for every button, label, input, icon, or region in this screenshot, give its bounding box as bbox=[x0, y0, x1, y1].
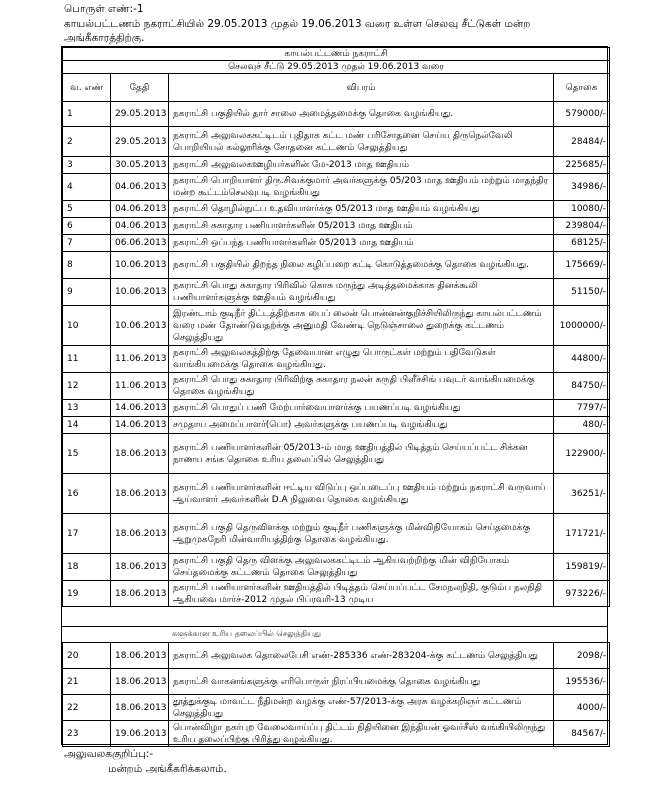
row-sn: 2 bbox=[63, 127, 111, 157]
row-date: 14.06.2013 bbox=[111, 417, 169, 434]
row-date: 10.06.2013 bbox=[111, 306, 169, 346]
row-date: 29.05.2013 bbox=[111, 127, 169, 157]
row-description: சமுதாய அமைப்பாளர்(பொ) அவர்களுக்கு பயணப்படி வழங்கியது bbox=[169, 417, 554, 434]
table-row bbox=[63, 306, 610, 346]
row-amount: 7797/- bbox=[554, 400, 610, 417]
table-title-period: செலவுச் சீட்டு 29.05.2013 முதல் 19.06.2013 வரை bbox=[63, 61, 610, 74]
row-description: தூத்துக்குடி மாவட்ட நீதிமன்ற வழக்கு எண்-57/2013-க்கு அரசு வழக்கறிஞர் கட்டணம் செலுத்தியது bbox=[169, 695, 554, 721]
row-date: 18.06.2013 bbox=[111, 434, 169, 474]
table-row bbox=[63, 400, 610, 417]
table-row bbox=[63, 554, 610, 581]
row-amount: 84750/- bbox=[554, 373, 610, 400]
row-date: 18.06.2013 bbox=[111, 474, 169, 514]
row-sn: 7 bbox=[63, 235, 111, 252]
office-remark-label: அலுவலககுறிப்பு:- bbox=[64, 748, 154, 760]
row-description: நகராட்சி அலுவலக தொலைபேசி எண்-285336 எண்-283204-க்கு கட்டணம் செலுத்தியது bbox=[169, 643, 554, 669]
row-date: 18.06.2013 bbox=[111, 581, 169, 607]
row-sn: 22 bbox=[63, 695, 111, 721]
row-description: நகராட்சி அலுவலகத்திற்கு தேவையான எழுது பொருட்கள் மற்றும் பதிவேடுகள் வாங்கியமைக்கு தொகை வழங்கியது. bbox=[169, 346, 554, 373]
row-amount: 51150/- bbox=[554, 279, 610, 306]
row-amount: 68125/- bbox=[554, 235, 610, 252]
table-row bbox=[63, 474, 610, 514]
table-row bbox=[63, 643, 610, 669]
row-description: நகராட்சி அலுவலகஊழியர்களின் மே-2013 மாத ஊதியம் bbox=[169, 157, 554, 174]
row-sn: 6 bbox=[63, 218, 111, 235]
row-description: நகராட்சி பொதுப் பணி மேற்பார்வையாளர்க்கு பயணப்படி வழங்கியது bbox=[169, 400, 554, 417]
row-description: நகராட்சி பணியாளர்களின் ஈட்டிய விடுப்பு ஒப்படைப்பு ஊதியம் மற்றும் நகராட்சி வருவாய் ஆய்வாளர் அவர்களின் D.A நிலுவை தொகை வழங்கியது bbox=[169, 474, 554, 514]
row-amount: 4000/- bbox=[554, 695, 610, 721]
agenda-subject: காயல்பட்டணம் நகராட்சியில் 29.05.2013 முதல் 19.06.2013 வரை உள்ள செலவு சீட்டுகள் மன்ற அங்கீகாரத்திற்கு. bbox=[64, 18, 531, 44]
row-sn: 19 bbox=[63, 581, 111, 607]
row-amount: 225685/- bbox=[554, 157, 610, 174]
row-amount: 175669/- bbox=[554, 252, 610, 279]
row-description: நகராட்சி பகுதி தெரு விளக்கு அலுவலககட்டிடம் ஆகியவற்றிற்கு மின் விநியோகம் செய்தமைக்கு கட்டணம் தொகை செலுத்தியது bbox=[169, 554, 554, 581]
continuation-text: களுக்கான உரிய தலைப்பில் செலுத்தியது bbox=[172, 629, 321, 638]
row-amount: 239804/- bbox=[554, 218, 610, 235]
column-header-date: தேதி bbox=[111, 74, 169, 102]
table-title-municipality: காயல்பட்டணம் நகராட்சி bbox=[63, 48, 610, 61]
row-amount: 480/- bbox=[554, 417, 610, 434]
row-sn: 9 bbox=[63, 279, 111, 306]
expense-table bbox=[62, 47, 610, 607]
table-row bbox=[63, 174, 610, 201]
row-description: நகராட்சி பணியாளர்களின் ஊதியத்தில் பிடித்தம் செய்யப்பட்ட சேமநலநிதி, குடும்ப நலநிதி ஆகியவை மார்ச்-2012 முதல் பிப்ரவரி-13 முடிய bbox=[169, 581, 554, 607]
row-amount: 10080/- bbox=[554, 201, 610, 218]
table-row bbox=[63, 669, 610, 695]
column-header-description: விபரம் bbox=[169, 74, 554, 102]
row-date: 18.06.2013 bbox=[111, 514, 169, 554]
row-description: நகராட்சி பகுதியில் தார் சாலை அமைத்தமைக்கு தொகை வழங்கியது. bbox=[169, 102, 554, 127]
column-header-amount: தொகை bbox=[554, 74, 610, 102]
row-amount: 159819/- bbox=[554, 554, 610, 581]
row-description: நகராட்சி ஒப்பந்த பணியாளர்களின் 05/2013 மாத ஊதியம் bbox=[169, 235, 554, 252]
row-amount: 122900/- bbox=[554, 434, 610, 474]
row-sn: 12 bbox=[63, 373, 111, 400]
table-row bbox=[63, 721, 610, 747]
row-amount: 36251/- bbox=[554, 474, 610, 514]
table-row bbox=[63, 235, 610, 252]
row-date: 18.06.2013 bbox=[111, 554, 169, 581]
row-description: நகராட்சி வாகனங்களுக்கு எரிபொருள் நிரப்பியமைக்கு தொகை வழங்கியது bbox=[169, 669, 554, 695]
row-description: இரண்டாம் குடிநீர் திட்டத்திற்காக பைப் லைன் பொன்னன்குறிச்சியிலிருந்து காயல்பட்டணம் வரை மண் தோண்டுவதற்க்கு அனுமதி வேண்டி நெடுஞ்சாலை துறைக்கு கட்டணம் செலுத்தியது bbox=[169, 306, 554, 346]
row-amount: 28484/- bbox=[554, 127, 610, 157]
row-amount: 34986/- bbox=[554, 174, 610, 201]
office-remark: மன்றம் அங்கீகரிக்கலாம். bbox=[108, 763, 227, 775]
row-description: நகராட்சி பகுதி தெருவிளக்கு மற்றும் குடிநீர் பணிகளுக்கு மின்விநியோகம் செய்தமைக்கு ஆறுமுகநேரி மின்வாரியத்திற்கு தொகை வழங்கியது. bbox=[169, 514, 554, 554]
row-date: 30.05.2013 bbox=[111, 157, 169, 174]
row-sn: 5 bbox=[63, 201, 111, 218]
row-date: 11.06.2013 bbox=[111, 373, 169, 400]
row-description: பொன்விழா நகர்புற வேலைவாய்ப்பு திட்டம் நிதியினை இந்தியன் ஓவர்சீஸ் வங்கியிலிருந்து உரிய தலைப்பிற்கு பிரித்து வழங்கியது. bbox=[169, 721, 554, 747]
row-sn: 16 bbox=[63, 474, 111, 514]
table-row bbox=[63, 581, 610, 607]
row-date: 04.06.2013 bbox=[111, 174, 169, 201]
row-date: 04.06.2013 bbox=[111, 201, 169, 218]
row-amount: 1000000/- bbox=[554, 306, 610, 346]
row-amount: 84567/- bbox=[554, 721, 610, 747]
row-description: நகராட்சி சுகாதார பணியாளர்களின் 05/2013 மாத ஊதியம் bbox=[169, 218, 554, 235]
row-sn: 18 bbox=[63, 554, 111, 581]
row-date: 18.06.2013 bbox=[111, 695, 169, 721]
row-description: நகராட்சி அலுவலககட்டிடம் புதிதாக கட்ட மண் பரிசோதனை செய்ய திருநெல்வேலி பொறியியல் கல்லூரிக்கு சோதனை கட்டணம் செலுத்தியது bbox=[169, 127, 554, 157]
row-description: நகராட்சி பொது சுகாதார பிரிவில் கொசு மருந்து அடித்தமைக்காக தினக்கூலி பணியாளர்களுக்கு ஊதியம் வழங்கியது bbox=[169, 279, 554, 306]
row-amount: 44800/- bbox=[554, 346, 610, 373]
row-description: நகராட்சி பொறியாளர் திரு.சிவக்குமார் அவர்களுக்கு 05/203 மாத ஊதியம் மற்றும் மாதந்திர மன்ற கூட்டம்செலவுபடி வழங்கியது bbox=[169, 174, 554, 201]
row-date: 11.06.2013 bbox=[111, 346, 169, 373]
table-row bbox=[63, 218, 610, 235]
row-date: 14.06.2013 bbox=[111, 400, 169, 417]
row-sn: 21 bbox=[63, 669, 111, 695]
row-date: 10.06.2013 bbox=[111, 252, 169, 279]
row-date: 06.06.2013 bbox=[111, 235, 169, 252]
row-sn: 1 bbox=[63, 102, 111, 127]
row-date: 04.06.2013 bbox=[111, 218, 169, 235]
row-sn: 10 bbox=[63, 306, 111, 346]
row-sn: 20 bbox=[63, 643, 111, 669]
row-amount: 973226/- bbox=[554, 581, 610, 607]
row-sn: 23 bbox=[63, 721, 111, 747]
row-sn: 14 bbox=[63, 417, 111, 434]
row-description: நகராட்சி தொழில்நுட்ப உதவியாளர்க்கு 05/2013 மாத ஊதியம் வழங்கியது bbox=[169, 201, 554, 218]
row-date: 18.06.2013 bbox=[111, 669, 169, 695]
row-date: 19.06.2013 bbox=[111, 721, 169, 747]
row-date: 29.05.2013 bbox=[111, 102, 169, 127]
table-row bbox=[63, 434, 610, 474]
row-date: 18.06.2013 bbox=[111, 643, 169, 669]
row-date: 10.06.2013 bbox=[111, 279, 169, 306]
expense-table-continued bbox=[61, 627, 608, 745]
table-row bbox=[63, 102, 610, 127]
row-description: நகராட்சி பொது சுகாதார பிரிவிற்கு சுகாதார நலன் கருதி பிளீச்சிங் பவுடர் வாங்கியமைக்கு தொகை வழங்கியது bbox=[169, 373, 554, 400]
row-amount: 171721/- bbox=[554, 514, 610, 554]
table-row bbox=[63, 346, 610, 373]
table-row bbox=[63, 127, 610, 157]
table-row bbox=[63, 252, 610, 279]
row-sn: 17 bbox=[63, 514, 111, 554]
row-amount: 2098/- bbox=[554, 643, 610, 669]
table-row bbox=[63, 417, 610, 434]
row-amount: 579000/- bbox=[554, 102, 610, 127]
table-row bbox=[63, 695, 610, 721]
row-description: நகராட்சி பணியாளர்களின் 05/2013-ம் மாத ஊதியத்தில் பிடித்தம் செய்யப்பட்ட சிக்கன நாணய சங்க தொகை உரிய தலைப்பில் செலுத்தியது bbox=[169, 434, 554, 474]
agenda-number: பொருள் எண்:-1 bbox=[64, 3, 144, 15]
table-row bbox=[63, 373, 610, 400]
row-sn: 11 bbox=[63, 346, 111, 373]
table-row bbox=[63, 514, 610, 554]
column-header-sn: வ. எண் bbox=[63, 74, 111, 102]
row-sn: 15 bbox=[63, 434, 111, 474]
expense-table-frame bbox=[61, 46, 608, 627]
row-sn: 8 bbox=[63, 252, 111, 279]
row-sn: 13 bbox=[63, 400, 111, 417]
table-row bbox=[63, 201, 610, 218]
row-sn: 3 bbox=[63, 157, 111, 174]
table-row bbox=[63, 279, 610, 306]
row-description: நகராட்சி பகுதியில் திறந்த நிலை கழிப்பறை கட்டி கொடுத்தமைக்கு தொகை வழங்கியது. bbox=[169, 252, 554, 279]
table-row bbox=[63, 157, 610, 174]
expense-table-part2 bbox=[62, 642, 610, 747]
continuation-text-row bbox=[62, 627, 607, 642]
row-sn: 4 bbox=[63, 174, 111, 201]
row-amount: 195536/- bbox=[554, 669, 610, 695]
